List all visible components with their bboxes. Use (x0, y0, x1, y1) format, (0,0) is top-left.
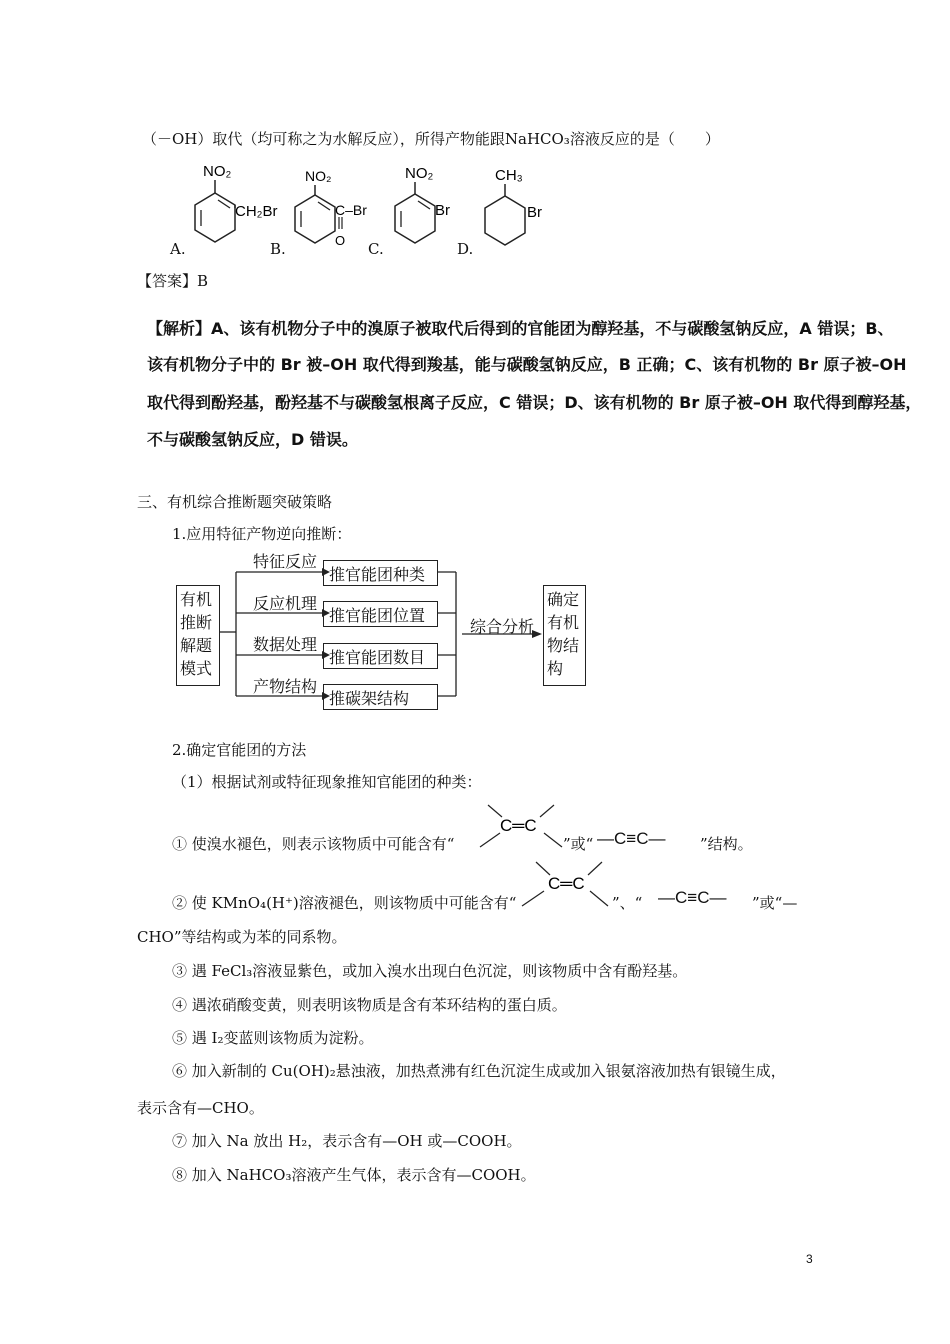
item-1-pre: ① 使溴水褪色，则表示该物质中可能含有“ (172, 835, 455, 853)
option-b-label: B. (270, 240, 286, 258)
item-7: ⑦ 加入 Na 放出 H₂，表示含有—OH 或—COOH。 (172, 1132, 522, 1150)
option-b-side-label: C‒Br (335, 202, 367, 218)
item-2-cont: CHO”等结构或为苯的同系物。 (137, 928, 347, 946)
item-3: ③ 遇 FeCl₃溶液显紫色，或加入溴水出现白色沉淀，则该物质中含有酚羟基。 (172, 962, 688, 980)
item-2-pre: ② 使 KMnO₄(H⁺)溶液褪色，则该物质中可能含有“ (172, 894, 517, 912)
option-d-label: D. (457, 240, 474, 258)
branch-label-1: 特征反应 (253, 552, 318, 571)
option-d-top-label: CH₃ (495, 167, 523, 184)
item-8: ⑧ 加入 NaHCO₃溶液产生气体，表示含有—COOH。 (172, 1166, 536, 1184)
alkyne-structure-2: —C≡C— (658, 888, 727, 907)
option-b-below-label: O (335, 233, 346, 248)
option-c-top-label: NO₂ (405, 165, 434, 182)
item-6: ⑥ 加入新制的 Cu(OH)₂悬浊液，加热煮沸有红色沉淀生成或加入银氨溶液加热有银镜生成， (172, 1062, 786, 1080)
mid-box-2: 推官能团位置 (323, 601, 438, 627)
option-a-side-label: CH₂Br (235, 203, 278, 220)
section3-sub1: 1.应用特征产物逆向推断： (172, 525, 352, 543)
option-a-label: A. (170, 240, 186, 258)
question-prefix-line: （－OH）取代（均可称之为水解反应），所得产物能跟NaHCO₃溶液反应的是（ ） (142, 130, 720, 148)
item-5: ⑤ 遇 I₂变蓝则该物质为淀粉。 (172, 1029, 374, 1047)
option-a-top-label: NO₂ (203, 163, 232, 180)
alkyne-structure-1: —C≡C— (597, 829, 666, 848)
section3-sub2-1: （1）根据试剂或特征现象推知官能团的种类： (172, 773, 482, 791)
answer-line: 【答案】B (137, 272, 209, 290)
option-c-side-label: Br (435, 202, 450, 219)
mid-box-4: 推碳架结构 (323, 684, 438, 710)
item-2-mid: ”、“ (612, 894, 643, 912)
page-number: 3 (806, 1252, 813, 1266)
option-d-side-label: Br (527, 204, 542, 221)
svg-text:C═C: C═C (548, 874, 585, 893)
item-6-cont: 表示含有—CHO。 (137, 1099, 264, 1117)
option-d-structure (475, 162, 575, 258)
analysis-line-3: 取代得到酚羟基，酚羟基不与碳酸氢根离子反应，C 错误；D、该有机物的 Br 原子被–OH 取代得到醇羟基， (147, 393, 922, 412)
mid-box-1: 推官能团种类 (323, 560, 438, 586)
option-b-top-label: NO₂ (305, 168, 332, 184)
analysis-line-2: 该有机物分子中的 Br 被–OH 取代得到羧基，能与碳酸氢钠反应，B 正确；C、该有机物的 Br 原子被–OH (147, 355, 907, 374)
item-1-post: ”结构。 (700, 835, 753, 853)
branch-label-4: 产物结构 (253, 677, 318, 696)
svg-text:C═C: C═C (500, 816, 537, 835)
alkene-structure-1 (478, 803, 563, 853)
section3-heading: 三、有机综合推断题突破策略 (137, 493, 333, 511)
right-box: 确定 有机 物结 构 (543, 585, 586, 686)
item-1-mid: ”或“ (563, 835, 594, 853)
analysis-line-4: 不与碳酸氢钠反应，D 错误。 (147, 430, 358, 449)
section3-sub2: 2.确定官能团的方法 (172, 741, 307, 759)
option-c-label: C. (368, 240, 384, 258)
left-box: 有机 推断 解题 模式 (176, 585, 220, 686)
arrow-label: 综合分析 (470, 617, 535, 636)
alkene-structure-2 (520, 860, 610, 912)
item-4: ④ 遇浓硝酸变黄，则表明该物质是含有苯环结构的蛋白质。 (172, 996, 567, 1014)
branch-label-3: 数据处理 (253, 635, 318, 654)
mid-box-3: 推官能团数目 (323, 643, 438, 669)
analysis-line-1: 【解析】A、该有机物分子中的溴原子被取代后得到的官能团为醇羟基，不与碳酸氢钠反应，A 错误；B、 (147, 319, 894, 338)
branch-label-2: 反应机理 (253, 594, 318, 613)
item-2-post: ”或“— (752, 894, 798, 912)
